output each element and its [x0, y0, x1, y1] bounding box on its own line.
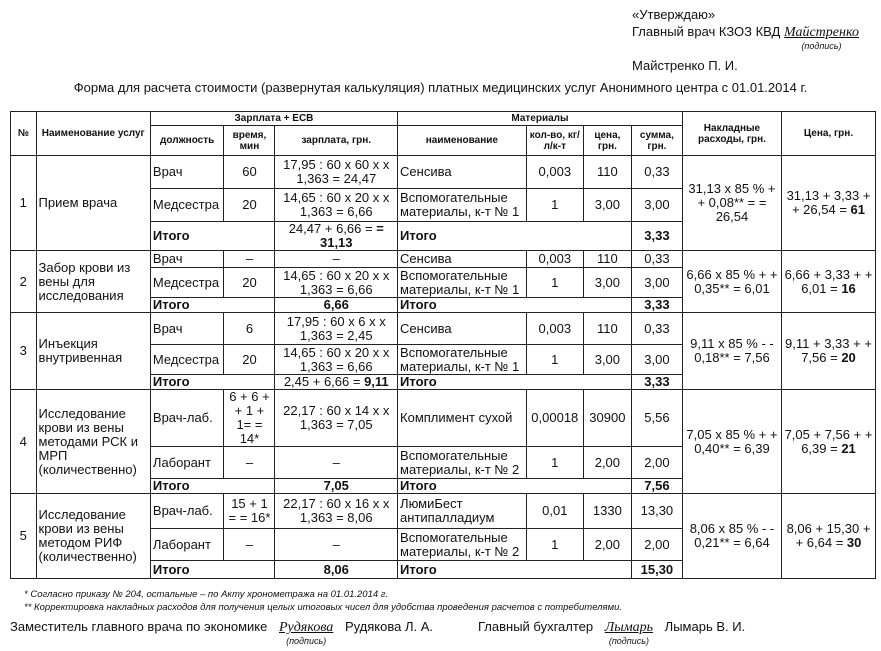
- material-qty: 1: [526, 529, 583, 561]
- staff-position: Врач-лаб.: [150, 390, 224, 447]
- total-salary-value: 9,11: [364, 374, 389, 389]
- price-calc: [781, 494, 875, 579]
- staff-time: 6 + 6 + + 1 + 1= = 14*: [224, 390, 275, 447]
- material-qty: 0,00018: [526, 390, 583, 447]
- header-salary-group: Зарплата + ЕСВ: [150, 112, 397, 126]
- staff-salary: 22,17 : 60 х 14 х х 1,363 = 7,05: [275, 390, 398, 447]
- material-name: Вспомогательные материалы, к-т № 1: [398, 268, 527, 298]
- material-qty: 0,01: [526, 494, 583, 529]
- material-price: 3,00: [583, 345, 631, 375]
- material-qty: 1: [526, 189, 583, 222]
- total-salary: [275, 298, 398, 313]
- total-materials-label: Итого: [398, 375, 632, 390]
- total-label: Итого: [150, 561, 275, 579]
- header-sum: сумма, грн.: [631, 126, 682, 156]
- approver-name: Майстренко П. И.: [632, 58, 738, 73]
- staff-salary: 22,17 : 60 х 16 х х 1,363 = 8,06: [275, 494, 398, 529]
- approve-word: «Утверждаю»: [632, 7, 716, 22]
- total-label: Итого: [150, 298, 275, 313]
- footnote-1: * Согласно приказу № 204, остальные – по Акту хронометража на 01.01.2014 г.: [24, 589, 389, 600]
- staff-salary: 17,95 : 60 х 6 х х 1,363 = 2,45: [275, 313, 398, 345]
- service-number: 4: [11, 390, 37, 494]
- total-label: Итого: [150, 222, 275, 251]
- service-number: 3: [11, 313, 37, 390]
- service-name: Прием врача: [36, 156, 150, 251]
- price-calc: [781, 251, 875, 313]
- staff-position: Врач-лаб.: [150, 494, 224, 529]
- total-salary: [275, 375, 398, 390]
- price-result: 16: [841, 280, 856, 296]
- staff-position: Врач: [150, 251, 224, 268]
- material-price: 2,00: [583, 529, 631, 561]
- material-qty: 1: [526, 345, 583, 375]
- price-formula: 6,66 + 3,33 + + 6,01 =: [784, 266, 873, 296]
- staff-position: Врач: [150, 313, 224, 345]
- price-formula: 31,13 + 3,33 + + 26,54 =: [786, 188, 871, 217]
- header-salary: зарплата, грн.: [275, 126, 398, 156]
- total-materials-sum: 3,33: [631, 222, 682, 251]
- material-sum: 13,30: [631, 494, 682, 529]
- deputy-name: Рудякова Л. А.: [344, 619, 434, 634]
- price-result: 20: [841, 350, 856, 365]
- service-name: Инъекция внутривенная: [36, 313, 150, 390]
- staff-salary: –: [275, 251, 398, 268]
- staff-position: Медсестра: [150, 189, 224, 222]
- accountant-signature: Лымарь: [604, 620, 654, 635]
- approver-position: Главный врач КЗОЗ КВД: [632, 24, 781, 39]
- table-body: [11, 156, 876, 579]
- staff-position: Медсестра: [150, 268, 224, 298]
- price-formula: 9,11 + 3,33 + + 7,56 =: [785, 336, 872, 365]
- total-salary-formula: 2,45 + 6,66 =: [283, 374, 361, 389]
- material-sum: 5,56: [631, 390, 682, 447]
- total-materials-sum: 15,30: [631, 561, 682, 579]
- service-number: 2: [11, 251, 37, 313]
- overhead-calc: 6,66 х 85 % + + 0,35** = 6,01: [682, 251, 781, 313]
- material-name: Вспомогательные материалы, к-т № 2: [398, 529, 527, 561]
- deputy-position: Заместитель главного врача по экономике: [10, 619, 268, 634]
- material-sum: 3,00: [631, 345, 682, 375]
- staff-salary: 14,65 : 60 х 20 х х 1,363 = 6,66: [275, 268, 398, 298]
- service-name: Исследование крови из вены методом РИФ (количественно): [36, 494, 150, 579]
- staff-position: Лаборант: [150, 529, 224, 561]
- material-qty: 0,003: [526, 156, 583, 189]
- total-materials-label: Итого: [398, 298, 632, 313]
- overhead-calc: 31,13 х 85 % + + 0,08** = = 26,54: [682, 156, 781, 251]
- service-name: Забор крови из вены для исследования: [36, 251, 150, 313]
- total-materials-label: Итого: [398, 222, 632, 251]
- price-result: 30: [846, 535, 862, 550]
- material-sum: 3,00: [631, 268, 682, 298]
- deputy-signature-hint: (подпись): [286, 636, 327, 646]
- header-material-name: наименование: [398, 126, 527, 156]
- table-row: [11, 494, 876, 529]
- table-row: [11, 251, 876, 268]
- total-salary-formula: 24,47 + 6,66 =: [288, 221, 373, 236]
- price-calc: [781, 390, 875, 494]
- material-price: 1330: [583, 494, 631, 529]
- material-name: ЛюмиБест антипалладиум: [398, 494, 527, 529]
- staff-salary: 17,95 : 60 х 60 х х 1,363 = 24,47: [275, 156, 398, 189]
- approval-block: [632, 6, 859, 74]
- price-result: 61: [850, 202, 866, 217]
- header-materials-group: Материалы: [398, 112, 683, 126]
- material-price: 2,00: [583, 447, 631, 479]
- header-time: время, мин: [224, 126, 275, 156]
- staff-time: –: [224, 447, 275, 479]
- total-salary-value: 8,06: [323, 561, 349, 577]
- footnote-2: ** Корректировка накладных расходов для получения целых итоговых чисел для удобства проведения расчетов с потребителями.: [24, 602, 623, 613]
- staff-salary: –: [275, 447, 398, 479]
- material-sum: 3,00: [631, 189, 682, 222]
- staff-position: Медсестра: [150, 345, 224, 375]
- deputy-signature: Рудякова: [279, 620, 334, 635]
- service-number: 5: [11, 494, 37, 579]
- deputy-signature-block: [10, 619, 433, 646]
- total-materials-label: Итого: [398, 479, 632, 494]
- total-salary-value: 6,66: [323, 297, 349, 312]
- price-result: 21: [841, 440, 856, 456]
- total-salary: [275, 479, 398, 494]
- material-price: 3,00: [583, 268, 631, 298]
- material-price: 110: [583, 313, 631, 345]
- staff-position: Лаборант: [150, 447, 224, 479]
- material-qty: 0,003: [526, 251, 583, 268]
- staff-time: 15 + 1 = = 16*: [224, 494, 275, 529]
- total-salary: [275, 561, 398, 579]
- total-materials-label: Итого: [398, 561, 632, 579]
- service-number: 1: [11, 156, 37, 251]
- material-name: Вспомогательные материалы, к-т № 2: [398, 447, 527, 479]
- total-salary-value: 7,05: [323, 478, 349, 493]
- accountant-name: Лымарь В. И.: [664, 619, 746, 634]
- header-total-price: Цена, грн.: [781, 112, 875, 156]
- staff-time: –: [224, 529, 275, 561]
- header-price: цена, грн.: [583, 126, 631, 156]
- total-materials-sum: 7,56: [631, 479, 682, 494]
- table-row: [11, 390, 876, 447]
- material-qty: 1: [526, 447, 583, 479]
- staff-time: 20: [224, 345, 275, 375]
- price-formula: 7,05 + 7,56 + + 6,39 =: [784, 426, 873, 456]
- material-qty: 0,003: [526, 313, 583, 345]
- overhead-calc: 8,06 х 85 % - - 0,21** = 6,64: [682, 494, 781, 579]
- header-num: №: [11, 112, 37, 156]
- header-position: должность: [150, 126, 224, 156]
- total-materials-sum: 3,33: [631, 298, 682, 313]
- overhead-calc: 9,11 х 85 % - - 0,18** = 7,56: [682, 313, 781, 390]
- material-name: Вспомогательные материалы, к-т № 1: [398, 345, 527, 375]
- staff-time: 6: [224, 313, 275, 345]
- material-price: 110: [583, 251, 631, 268]
- price-calc: [781, 156, 875, 251]
- footnotes: [24, 588, 622, 614]
- material-qty: 1: [526, 268, 583, 298]
- total-label: Итого: [150, 375, 275, 390]
- approver-signature: Майстренко: [784, 25, 859, 40]
- total-salary-value: = 31,13: [319, 221, 384, 250]
- accountant-signature-block: [478, 619, 745, 646]
- total-label: Итого: [150, 479, 275, 494]
- service-name: Исследование крови из вены методами РСК и МРП (количественно): [36, 390, 150, 494]
- staff-position: Врач: [150, 156, 224, 189]
- calculation-table: [10, 111, 876, 579]
- overhead-calc: 7,05 х 85 % + + 0,40** = 6,39: [682, 390, 781, 494]
- material-price: 110: [583, 156, 631, 189]
- header-service: Наименование услуг: [36, 112, 150, 156]
- material-name: Вспомогательные материалы, к-т № 1: [398, 189, 527, 222]
- staff-time: 20: [224, 268, 275, 298]
- material-sum: 2,00: [631, 529, 682, 561]
- material-sum: 0,33: [631, 156, 682, 189]
- total-salary: [275, 222, 398, 251]
- staff-salary: 14,65 : 60 х 20 х х 1,363 = 6,66: [275, 189, 398, 222]
- table-row: [11, 313, 876, 345]
- staff-salary: 14,65 : 60 х 20 х х 1,363 = 6,66: [275, 345, 398, 375]
- signature-hint: (подпись): [801, 41, 842, 51]
- price-calc: [781, 313, 875, 390]
- accountant-signature-hint: (подпись): [608, 636, 649, 646]
- staff-time: 20: [224, 189, 275, 222]
- header-row-groups: [11, 112, 876, 126]
- material-sum: 0,33: [631, 313, 682, 345]
- material-sum: 0,33: [631, 251, 682, 268]
- staff-time: –: [224, 251, 275, 268]
- accountant-position: Главный бухгалтер: [478, 619, 594, 634]
- staff-salary: –: [275, 529, 398, 561]
- material-sum: 2,00: [631, 447, 682, 479]
- material-name: Сенсива: [398, 313, 527, 345]
- header-qty: кол-во, кг/л/к-т: [526, 126, 583, 156]
- staff-time: 60: [224, 156, 275, 189]
- header-overhead: Накладные расходы, грн.: [682, 112, 781, 156]
- price-formula: 8,06 + 15,30 + + 6,64 =: [786, 521, 871, 550]
- material-price: 3,00: [583, 189, 631, 222]
- material-name: Комплимент сухой: [398, 390, 527, 447]
- material-name: Сенсива: [398, 251, 527, 268]
- form-title: Форма для расчета стоимости (развернутая калькуляция) платных медицинских услуг Анонимного центра с 01.01.2014 г.: [73, 80, 808, 95]
- total-materials-sum: 3,33: [631, 375, 682, 390]
- material-price: 30900: [583, 390, 631, 447]
- material-name: Сенсива: [398, 156, 527, 189]
- table-row: [11, 156, 876, 189]
